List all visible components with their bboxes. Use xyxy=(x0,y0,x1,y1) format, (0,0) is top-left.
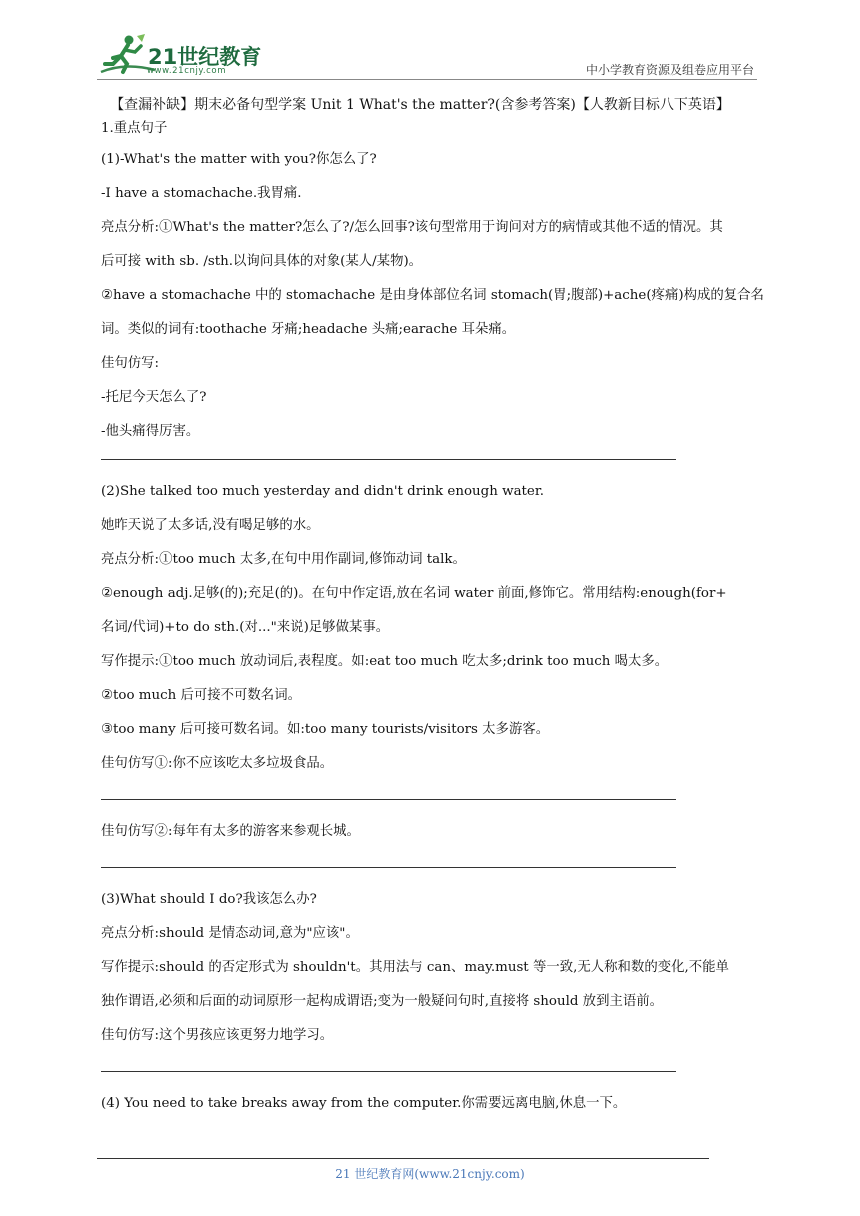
q2-imitate-1: 佳句仿写①:你不应该吃太多垃圾食品。 xyxy=(101,756,334,771)
q1-analysis-1b: 后可接 with sb. /sth.以询问具体的对象(某人/某物)。 xyxy=(101,254,423,269)
q2-imitate-2: 佳句仿写②:每年有太多的游客来参观长城。 xyxy=(101,824,360,839)
q1-analysis-2b: 词。类似的词有:toothache 牙痛;headache 头痛;earache 耳朵痛。 xyxy=(101,322,516,337)
q2-analysis-2a: ②enough adj.足够(的);充足(的)。在句中作定语,放在名词 water 前面,修饰它。常用结构:enough(for+ xyxy=(101,586,727,601)
answer-line[interactable] xyxy=(101,459,676,460)
q3-analysis: 亮点分析:should 是情态动词,意为"应该"。 xyxy=(101,926,359,941)
q1-analysis-1a: 亮点分析:①What's the matter?怎么了?/怎么回事?该句型常用于询问对方的病情或其他不适的情况。其 xyxy=(101,220,723,235)
page-footer: 21 世纪教育网(www.21cnjy.com) xyxy=(335,1167,525,1181)
q2-tip-3: ③too many 后可接可数名词。如:too many tourists/visitors 太多游客。 xyxy=(101,722,550,737)
q1-sentence: (1)-What's the matter with you?你怎么了? xyxy=(101,152,377,167)
q1-answer: -I have a stomachache.我胃痛. xyxy=(101,186,302,201)
answer-line[interactable] xyxy=(101,867,676,868)
q2-translation: 她昨天说了太多话,没有喝足够的水。 xyxy=(101,518,320,533)
q1-exercise-2: -他头痛得厉害。 xyxy=(101,424,200,439)
section-heading: 1.重点句子 xyxy=(101,121,168,136)
q3-sentence: (3)What should I do?我该怎么办? xyxy=(101,892,317,907)
page-header xyxy=(0,0,860,80)
q4-sentence: (4) You need to take breaks away from the computer.你需要远离电脑,休息一下。 xyxy=(101,1096,627,1111)
q2-tip-2: ②too much 后可接不可数名词。 xyxy=(101,688,301,703)
document-body xyxy=(101,95,769,1121)
q1-exercise-1: -托尼今天怎么了? xyxy=(101,390,207,405)
footer-divider xyxy=(97,1158,709,1159)
q3-tip-b: 独作谓语,必须和后面的动词原形一起构成谓语;变为一般疑问句时,直接将 should 放到主语前。 xyxy=(101,994,664,1009)
q1-imitate-label: 佳句仿写: xyxy=(101,356,160,371)
platform-name: 中小学教育资源及组卷应用平台 xyxy=(585,63,754,77)
q2-analysis-2b: 名词/代词)+to do sth.(对..."来说)足够做某事。 xyxy=(101,620,390,635)
answer-line[interactable] xyxy=(101,1071,676,1072)
answer-line[interactable] xyxy=(101,799,676,800)
q1-analysis-2a: ②have a stomachache 中的 stomachache 是由身体部位名词 stomach(胃;腹部)+ache(疼痛)构成的复合名 xyxy=(101,288,764,303)
q2-analysis-1: 亮点分析:①too much 太多,在句中用作副词,修饰动词 talk。 xyxy=(101,552,466,567)
q3-imitate: 佳句仿写:这个男孩应该更努力地学习。 xyxy=(101,1028,334,1043)
logo-text: 21世纪教育 xyxy=(148,45,262,69)
page-title: 【查漏补缺】期末必备句型学案 Unit 1 What's the matter?(含参考答案)【人教新目标八下英语】 xyxy=(110,97,730,113)
q2-tip-1: 写作提示:①too much 放动词后,表程度。如:eat too much 吃太多;drink too much 喝太多。 xyxy=(101,654,669,669)
header-divider xyxy=(97,79,757,80)
q3-tip-a: 写作提示:should 的否定形式为 shouldn't。其用法与 can、may.must 等一致,无人称和数的变化,不能单 xyxy=(101,960,729,975)
q2-sentence: (2)She talked too much yesterday and didn't drink enough water. xyxy=(101,484,545,499)
logo-url: www.21cnjy.com xyxy=(147,66,227,76)
